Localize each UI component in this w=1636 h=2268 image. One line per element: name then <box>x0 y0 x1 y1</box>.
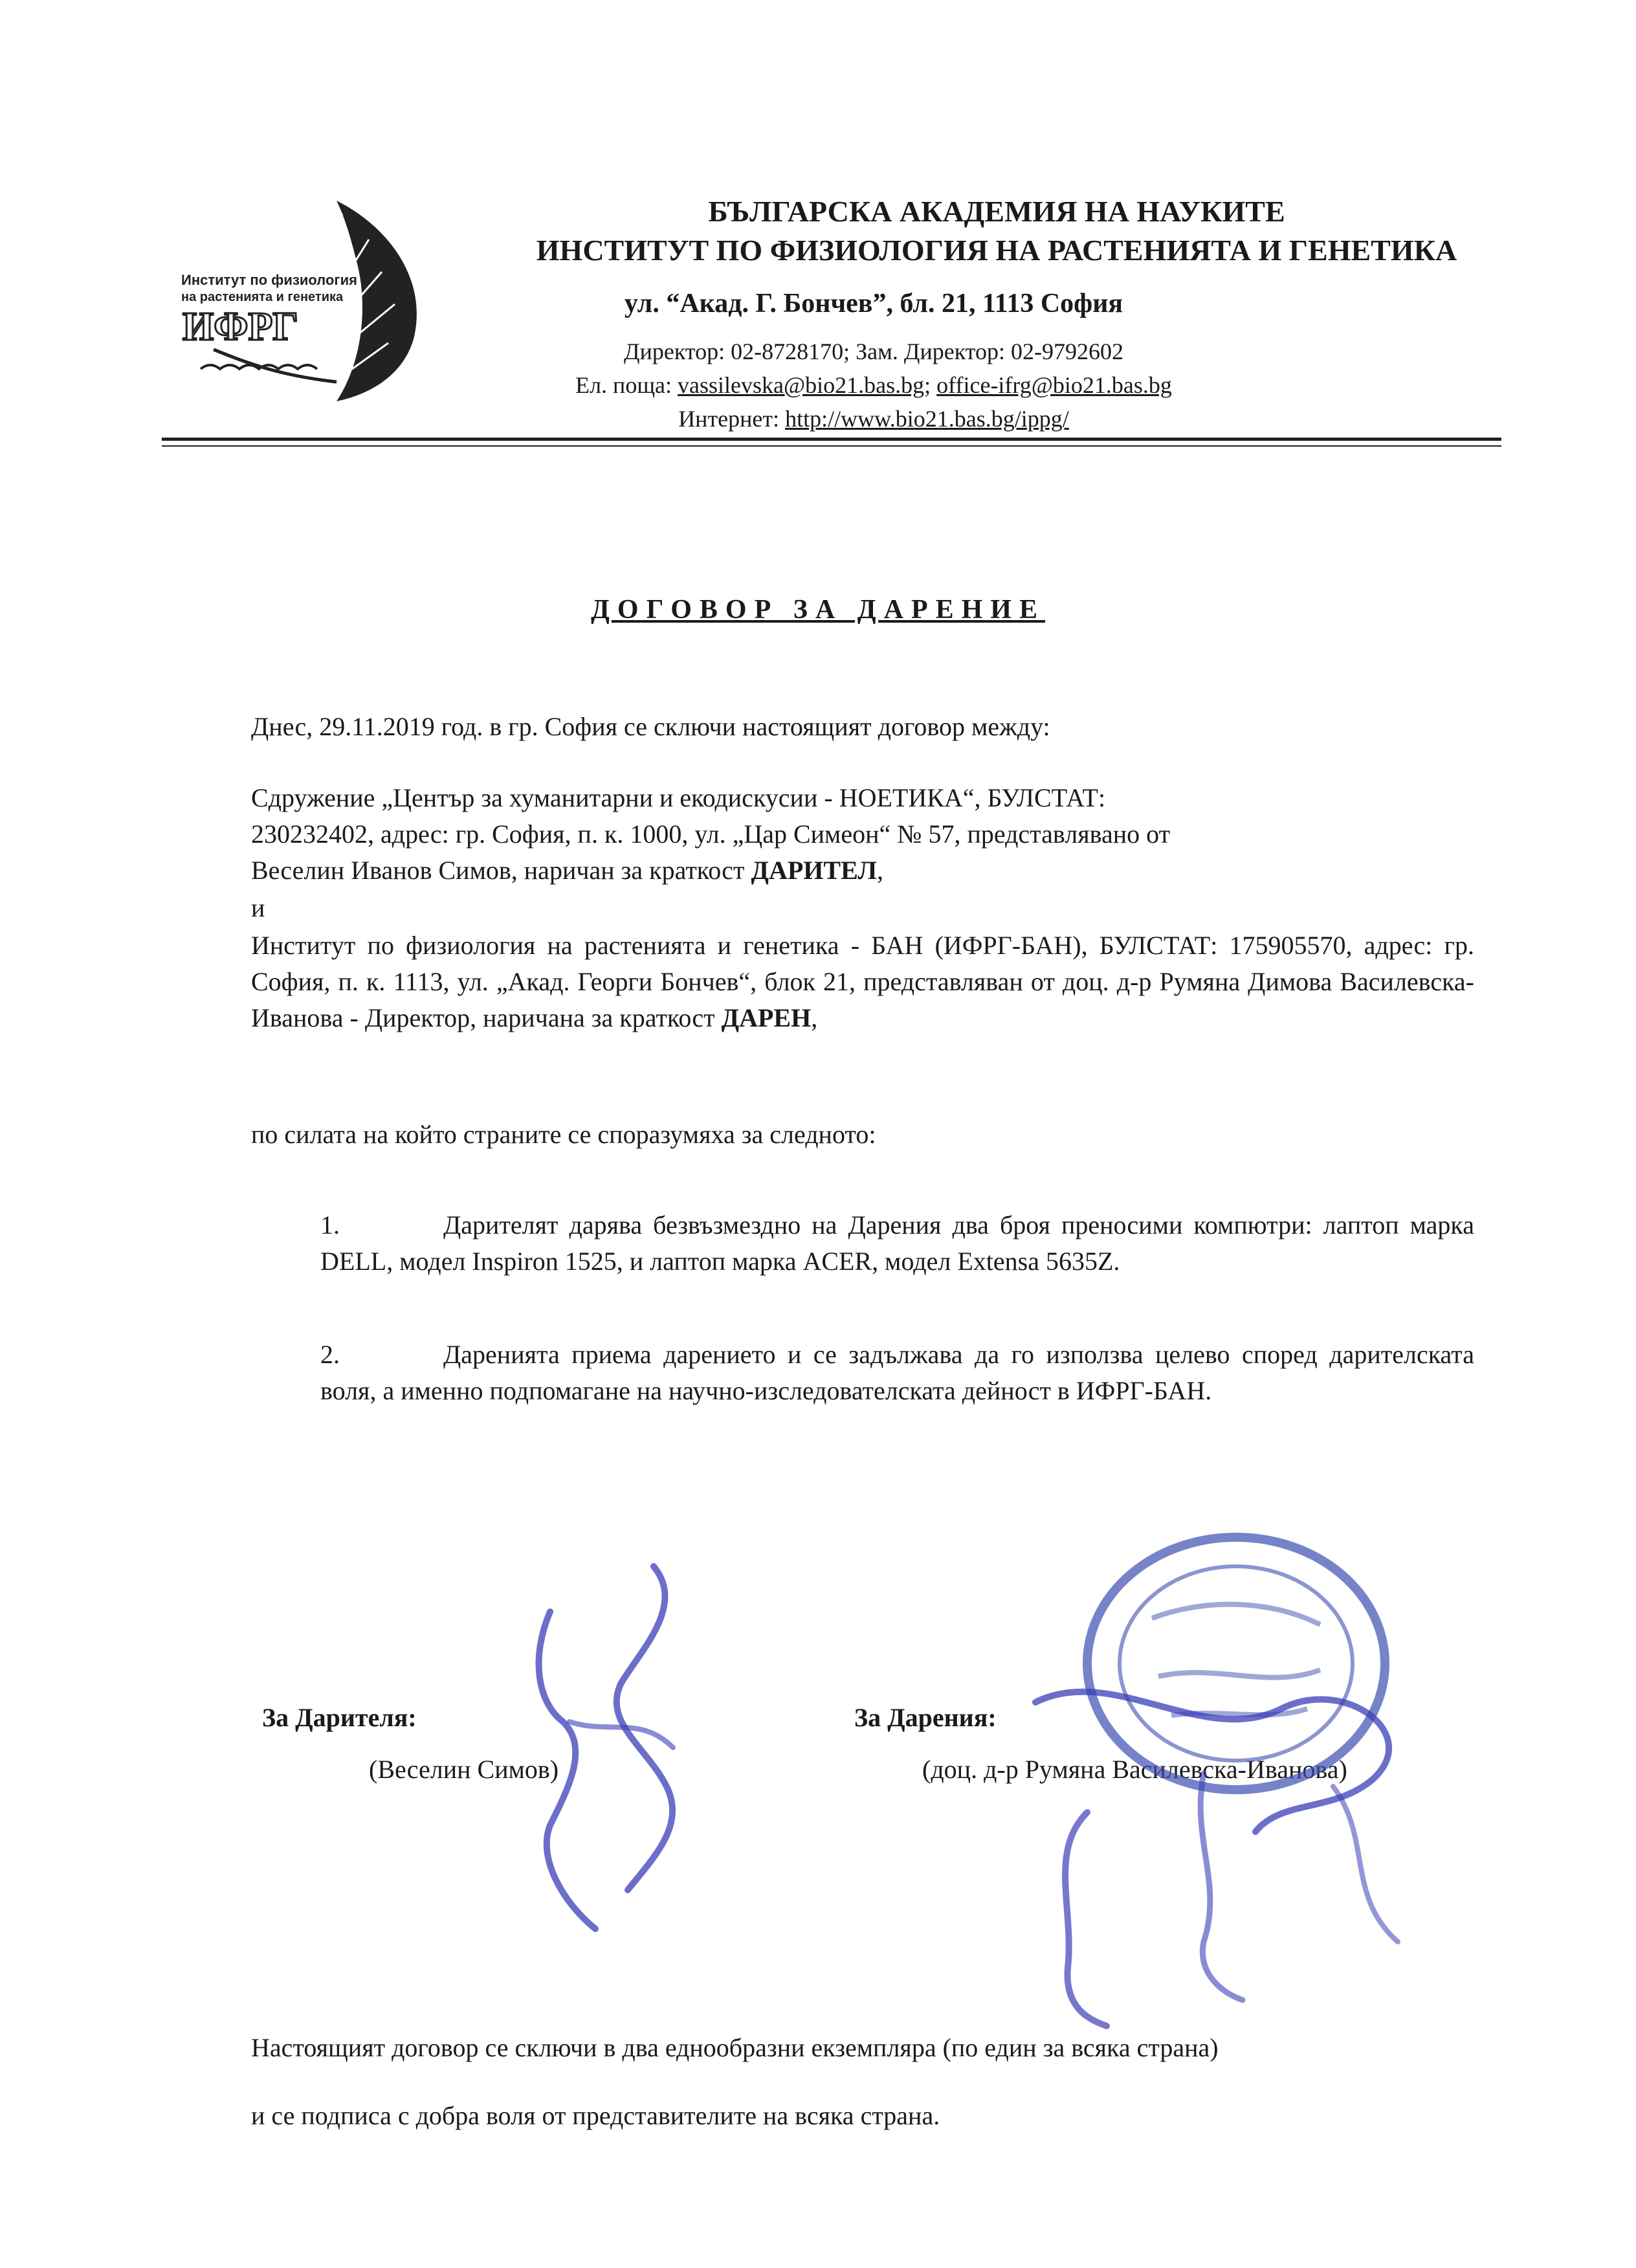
svg-text:ИФРГ: ИФРГ <box>182 305 298 349</box>
clause-number: 1. <box>320 1210 340 1240</box>
recipient-signature-label: За Дарения: <box>854 1703 997 1732</box>
svg-text:на растенията и генетика: на растенията и генетика <box>181 290 344 304</box>
donor-signature-label: За Дарителя: <box>262 1703 417 1732</box>
closing-line-1: Настоящият договор се сключи в два еднообразни екземпляра (по един за всяка страна) <box>251 2033 1219 2062</box>
agreement-intro: по силата на който страните се споразумяха за следното: <box>251 1120 876 1149</box>
email-link-director[interactable]: vassilevska@bio21.bas.bg <box>678 372 925 398</box>
org-emails: Ел. поща: vassilevska@bio21.bas.bg; office-ifrg@bio21.bas.bg <box>575 372 1172 398</box>
donor-signer-name: (Веселин Симов) <box>369 1755 559 1784</box>
and-conjunction: и <box>251 893 265 922</box>
header-divider-thick <box>162 438 1501 441</box>
clause-text: Дарителят дарява безвъзмездно на Дарения два броя преносими компютри: лаптоп марка DELL, модел Inspiron 1525, и лаптоп марка ACER, модел Extensa 5635Z. <box>320 1210 1474 1276</box>
recipient-paragraph: Институт по физиология на растенията и генетика - БАН (ИФРГ-БАН), БУЛСТАТ: 175905570, адрес: гр. София, п. к. 1113, ул. „Акад. Георги Бончев“, блок 21, представляван от доц. д-р Румяна Димова Василевска-Иванова - Директор, наричана за краткост ДАРЕН, <box>251 931 1474 1032</box>
org-address: ул. “Акад. Г. Бончев”, бл. 21, 1113 София <box>624 289 1123 318</box>
intro-paragraph: Днес, 29.11.2019 год. в гр. София се сключи настоящият договор между: <box>251 712 1050 741</box>
leaf-logo-icon <box>175 188 447 408</box>
recipient-role: ДАРЕН <box>721 1003 812 1032</box>
svg-text:Институт по физиология: Институт по физиология <box>181 272 357 288</box>
clause-item <box>320 1207 1474 1280</box>
clause-number: 2. <box>320 1340 340 1369</box>
org-phones: Директор: 02-8728170; Зам. Директор: 02-9792602 <box>624 339 1123 364</box>
donor-role: ДАРИТЕЛ <box>751 856 878 885</box>
org-institute-name: ИНСТИТУТ ПО ФИЗИОЛОГИЯ НА РАСТЕНИЯТА И ГЕНЕТИКА <box>536 234 1457 267</box>
header-divider-thin <box>162 445 1501 447</box>
org-website: Интернет: http://www.bio21.bas.bg/ippg/ <box>678 406 1069 432</box>
donor-signature-icon <box>492 1553 764 1942</box>
clause-text: Даренията приема дарението и се задължава да го използва целево според дарителската воля, а именно подпомагане на научно-изследователската дейност в ИФРГ-БАН. <box>320 1340 1474 1405</box>
email-link-office[interactable]: office-ifrg@bio21.bas.bg <box>936 372 1172 398</box>
clause-item <box>320 1337 1474 1409</box>
donor-paragraph: Сдружение „Център за хуманитарни и екодискусии - НОЕТИКА“, БУЛСТАТ: 230232402, адрес: гр. София, п. к. 1000, ул. „Цар Симеон“ № 57, представлявано от Веселин Иванов Симов, наричан за краткост ДАРИТЕЛ, <box>251 783 1171 885</box>
institute-logo <box>175 188 447 408</box>
recipient-signer-name: (доц. д-р Румяна Василевска-Иванова) <box>922 1755 1347 1784</box>
recipient-signature-icon <box>1010 1605 1463 2032</box>
closing-line-2: и се подписа с добра воля от представителите на всяка страна. <box>251 2101 940 2130</box>
document-title: ДОГОВОР ЗА ДАРЕНИЕ <box>591 595 1045 625</box>
website-link[interactable]: http://www.bio21.bas.bg/ippg/ <box>785 406 1069 432</box>
org-academy-name: БЪЛГАРСКА АКАДЕМИЯ НА НАУКИТЕ <box>708 195 1285 228</box>
